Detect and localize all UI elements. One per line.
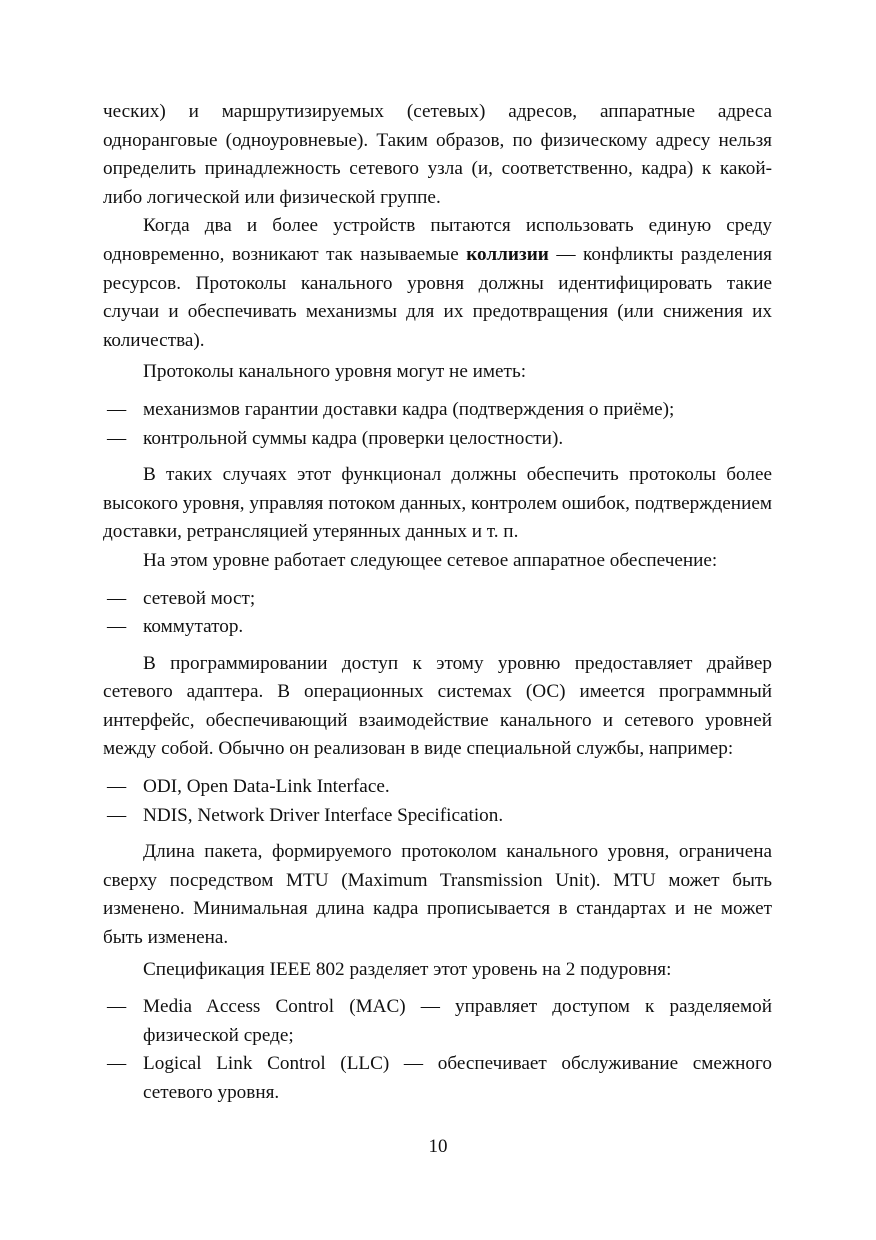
paragraph-mtu: Длина пакета, формируемого протоколом канального уровня, ограничена сверху посредством MTU (Maximum Transmission Unit). MTU может быть изменено. Минимальная длина кадра прописывается в стандартах и не может быть изменена. — [103, 841, 772, 949]
list-item: — Media Access Control (MAC) — управляет доступом к разделяемой физической среде; — [103, 993, 772, 1050]
dash-marker: — — [107, 804, 127, 826]
paragraph-may-lack: Протоколы канального уровня могут не иметь: — [143, 361, 527, 383]
list-item: — сетевой мост; — [103, 585, 772, 614]
page-number: 10 — [428, 1136, 448, 1157]
list-item: — NDIS, Network Driver Interface Specification. — [103, 802, 772, 831]
paragraph-ieee802: Спецификация IEEE 802 разделяет этот уровень на 2 подуровня: — [143, 958, 672, 980]
dash-marker: — — [107, 616, 127, 638]
dash-marker: — — [107, 398, 127, 420]
dash-marker: — — [107, 587, 127, 609]
list-services — [103, 773, 772, 830]
list-item: — механизмов гарантии доставки кадра (подтверждения о приёме); — [103, 396, 772, 425]
paragraph-collisions — [103, 212, 772, 355]
paragraph-higher-protocols: В таких случаях этот функционал должны обеспечить протоколы более высокого уровня, управляя потоком данных, контролем ошибок, подтверждением доставки, ретрансляцией утерянных данных и т. п. — [103, 464, 772, 543]
paragraph-programming: В программировании доступ к этому уровню предоставляет драйвер сетевого адаптера. В операционных системах (ОС) имеется программный интерфейс, обеспечивающий взаимодействие канального и сетевого уровней между собой. Обычно он реализован в виде специальной службы, например: — [103, 652, 772, 760]
collisions-text-end: — конфликты разделения ресурсов. Протоколы канального уровня должны идентифицировать такие случаи и обеспечивать механизмы для их предотвращения (или снижения их количества). — [103, 243, 772, 351]
dash-marker: — — [107, 996, 127, 1018]
list-hardware — [103, 585, 772, 642]
list-missing-mechanisms — [103, 396, 772, 453]
dash-marker: — — [107, 1053, 127, 1075]
collisions-term: коллизии — [466, 243, 549, 265]
paragraph-hardware-intro: На этом уровне работает следующее сетевое аппаратное обеспечение: — [143, 549, 718, 571]
list-item: — Logical Link Control (LLC) — обеспечивает обслуживание смежного сетевого уровня. — [103, 1050, 772, 1107]
list-sublayers — [103, 993, 772, 1107]
dash-marker: — — [107, 776, 127, 798]
paragraph-addresses: ческих) и маршрутизируемых (сетевых) адресов, аппаратные адреса одноранговые (одноуровневые). Таким образов, по физическому адресу нельзя определить принадлежность сетевого узла (и, соответственно, кадра) к какой-либо логической или физической группе. — [103, 101, 772, 208]
dash-marker: — — [107, 427, 127, 449]
collisions-text-start: Когда два и более устройств пытаются использовать единую среду одновременно, возникают так называемые — [103, 215, 772, 265]
list-item: — ODI, Open Data-Link Interface. — [103, 773, 772, 802]
list-item: — коммутатор. — [103, 613, 772, 642]
list-item: — контрольной суммы кадра (проверки целостности). — [103, 425, 772, 454]
